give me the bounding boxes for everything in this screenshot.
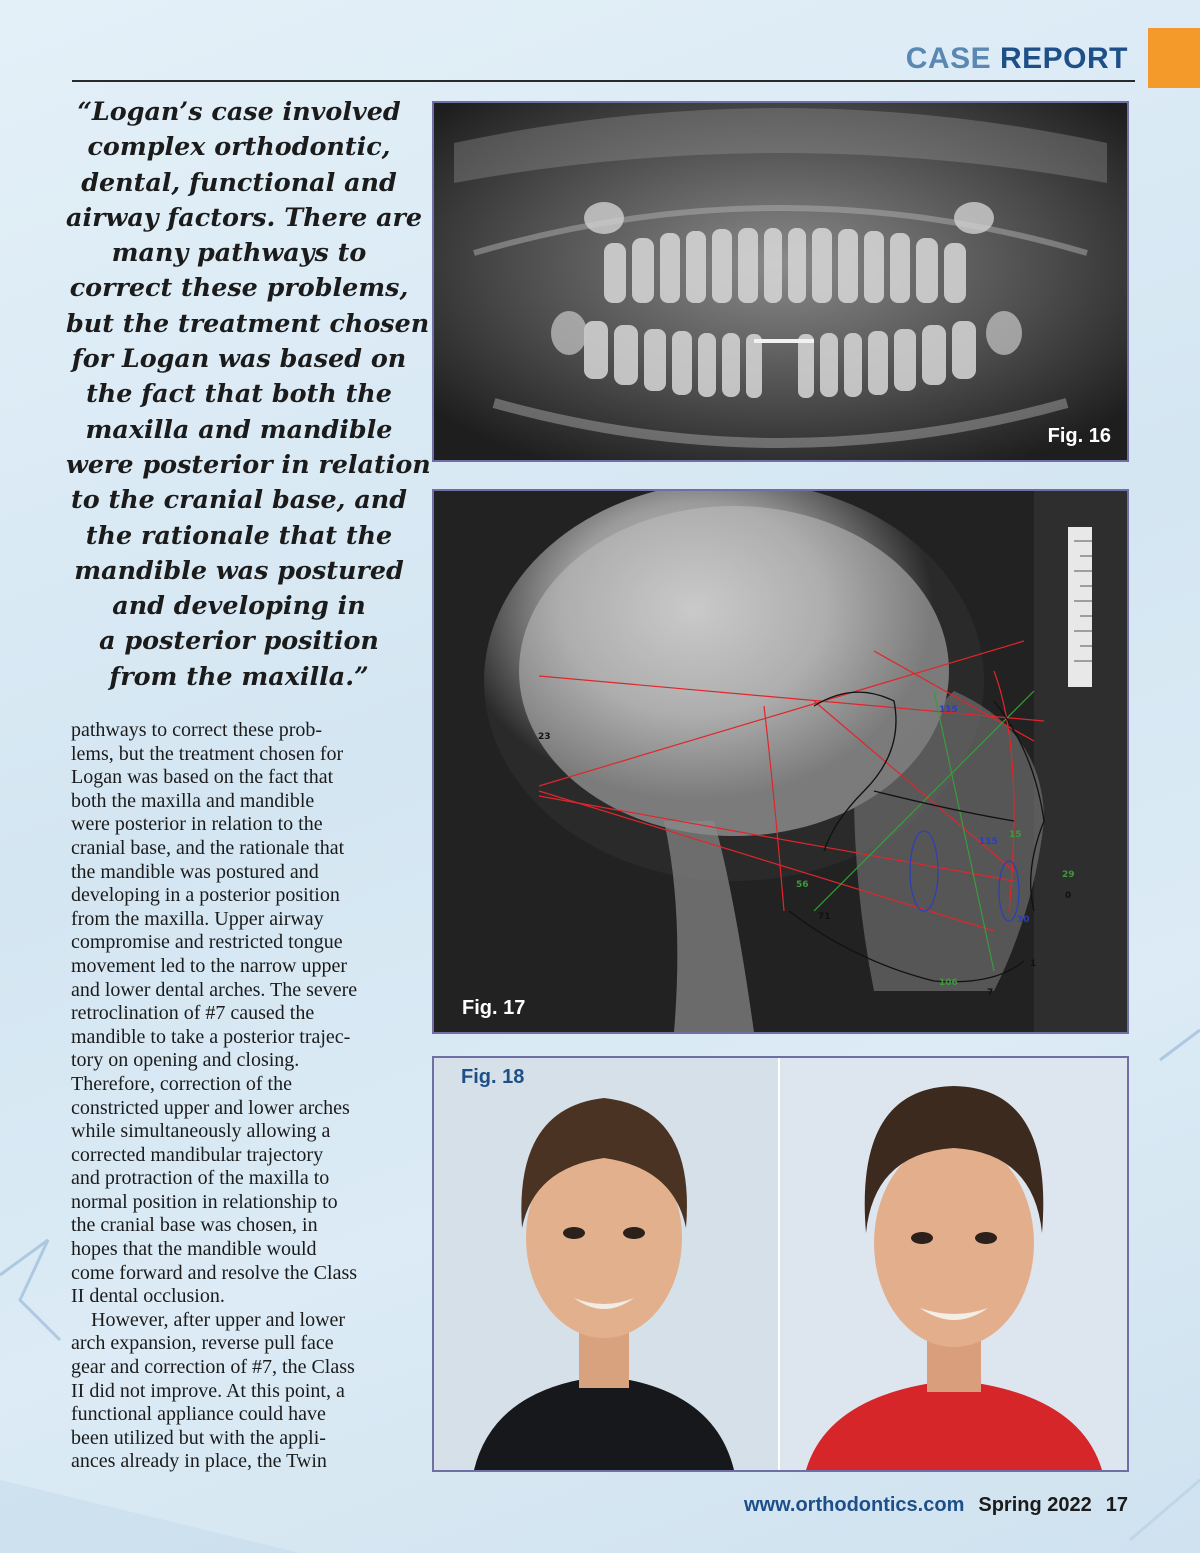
figure-18-patient-photos [432,1056,1129,1472]
body-text-line: developing in a posterior position [71,884,340,907]
body-text-line: II dental occlusion. [71,1285,225,1308]
pull-quote-line: maxilla and mandible [85,413,393,444]
body-text-line: been utilized but with the appli- [71,1426,326,1449]
pull-quote-line: a posterior position [99,625,379,656]
figure-16-panoramic-xray [432,101,1129,462]
pull-quote [66,94,431,694]
page-number: 17 [1105,1494,1128,1516]
header-case: CASE [905,42,992,75]
figure-17-cephalometric-xray [432,489,1129,1034]
footer-issue: Spring 2022 [978,1494,1092,1516]
ceph-annotation-15: 15 [1009,830,1022,840]
ceph-annotation-56: 56 [796,880,809,890]
body-text-line: both the maxilla and mandible [71,789,315,812]
patient-photos-image [434,1058,1127,1470]
header-report: REPORT [999,42,1128,75]
body-text-line: Therefore, correction of the [71,1072,292,1095]
body-text-line: from the maxilla. Upper airway [71,907,324,930]
ceph-annotation-29: 29 [1062,870,1075,880]
pull-quote-line: complex orthodontic, [87,131,391,162]
pull-quote-line: were posterior in relation [66,448,431,479]
figure-17-label: Fig. 17 [462,997,526,1019]
pull-quote-line: for Logan was based on [71,343,407,374]
body-text-line: However, after upper and lower [71,1308,346,1331]
pull-quote-line: many pathways to [111,237,367,268]
body-text-line: ances already in place, the Twin [71,1450,327,1473]
body-text-line: cranial base, and the rationale that [71,836,345,859]
body-text-line: tory on opening and closing. [71,1049,300,1072]
pull-quote-line: “Logan’s case involved [77,96,401,126]
body-text-line: were posterior in relation to the [71,813,323,836]
body-text-line: the mandible was postured and [71,860,319,883]
body-text-line: the cranial base was chosen, in [71,1214,318,1237]
pull-quote-line: airway factors. There are [66,201,423,232]
body-text-line: constricted upper and lower arches [71,1096,350,1119]
panoramic-xray-image [434,103,1127,460]
body-text-line: normal position in relationship to [71,1190,338,1213]
pull-quote-line: mandible was postured [74,554,404,585]
body-text-line: and protraction of the maxilla to [71,1167,330,1190]
body-text-line: lems, but the treatment chosen for [71,742,344,765]
body-text-line: mandible to take a posterior trajec- [71,1025,351,1048]
ceph-annotation-106: 106 [939,978,958,988]
ceph-annotation-1: 1 [1030,959,1037,969]
body-text-line: and lower dental arches. The severe [71,978,358,1001]
cephalometric-xray-image [434,491,1127,1032]
ceph-annotation-115-top: 115 [939,705,958,715]
section-header [906,42,1128,76]
pull-quote-line: the rationale that the [85,519,393,550]
pull-quote-line: dental, functional and [81,166,397,197]
body-text-line: movement led to the narrow upper [71,954,348,977]
page-footer [744,1494,1128,1517]
body-text-line: hopes that the mandible would [71,1238,317,1261]
body-text-line: corrected mandibular trajectory [71,1143,324,1166]
pull-quote-line: and developing in [112,590,366,621]
ceph-annotation-71: 71 [818,912,831,922]
ceph-annotation-7: 7 [987,988,994,998]
pull-quote-line: to the cranial base, and [70,484,408,515]
figure-16-label: Fig. 16 [1047,425,1111,447]
footer-url[interactable]: www.orthodontics.com [743,1494,965,1516]
section-tab [1148,28,1200,88]
ceph-annotation-23: 23 [538,732,551,742]
body-text-line: while simultaneously allowing a [71,1120,331,1143]
body-text-line: II did not improve. At this point, a [71,1379,345,1402]
header-rule [72,80,1135,82]
pull-quote-line: the fact that both the [86,378,392,409]
body-text-line: Logan was based on the fact that [71,766,334,789]
figure-18-label: Fig. 18 [461,1066,525,1088]
pull-quote-line: but the treatment chosen [66,307,430,338]
body-text-line: retroclination of #7 caused the [71,1002,315,1025]
ceph-annotation-0: 0 [1065,891,1072,901]
pull-quote-line: from the maxilla.” [109,660,369,691]
pull-quote-line: correct these problems, [69,272,409,303]
body-text-line: compromise and restricted tongue [71,931,343,954]
ceph-annotation-30: 30 [1017,915,1030,925]
article-body [71,719,411,1474]
body-text-line: gear and correction of #7, the Class [71,1356,355,1379]
body-text-line: functional appliance could have [71,1403,326,1426]
body-text-line: come forward and resolve the Class [71,1261,358,1284]
ceph-annotation-115: 115 [979,837,998,847]
body-text-line: arch expansion, reverse pull face [71,1332,334,1355]
body-text-line: pathways to correct these prob- [71,719,323,741]
